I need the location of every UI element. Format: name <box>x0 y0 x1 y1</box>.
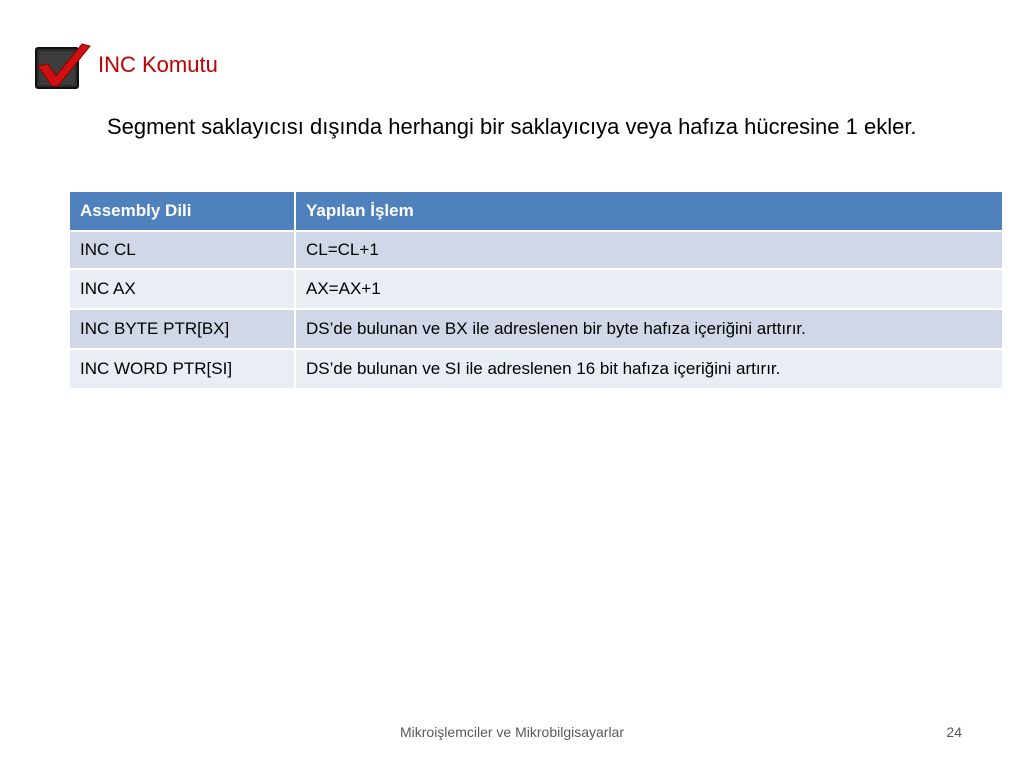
checkbox-check-icon <box>34 42 92 92</box>
body-text: Segment saklayıcısı dışında herhangi bir saklayıcıya veya hafıza hücresine 1 ekler. <box>107 114 917 139</box>
page-number: 24 <box>946 724 962 740</box>
table-header-row <box>69 191 1003 231</box>
table-row <box>69 231 1003 269</box>
table-cell-operation: DS’de bulunan ve BX ile adreslenen bir byte hafıza içeriğini arttırır. <box>295 309 1003 349</box>
slide-title: INC Komutu <box>98 52 218 77</box>
table-cell-instruction: INC CL <box>69 231 295 269</box>
table-cell-operation: AX=AX+1 <box>295 269 1003 309</box>
table-row <box>69 309 1003 349</box>
table-cell-operation: DS’de bulunan ve SI ile adreslenen 16 bit hafıza içeriğini artırır. <box>295 349 1003 389</box>
command-table <box>68 190 1004 390</box>
header-operation: Yapılan İşlem <box>295 191 1003 231</box>
table-cell-instruction: INC BYTE PTR[BX] <box>69 309 295 349</box>
header-assembly-language: Assembly Dili <box>69 191 295 231</box>
footer-text: Mikroişlemciler ve Mikrobilgisayarlar <box>399 724 625 740</box>
table-cell-instruction: INC AX <box>69 269 295 309</box>
table-row <box>69 349 1003 389</box>
table-cell-instruction: INC WORD PTR[SI] <box>69 349 295 389</box>
table-cell-operation: CL=CL+1 <box>295 231 1003 269</box>
table-row <box>69 269 1003 309</box>
